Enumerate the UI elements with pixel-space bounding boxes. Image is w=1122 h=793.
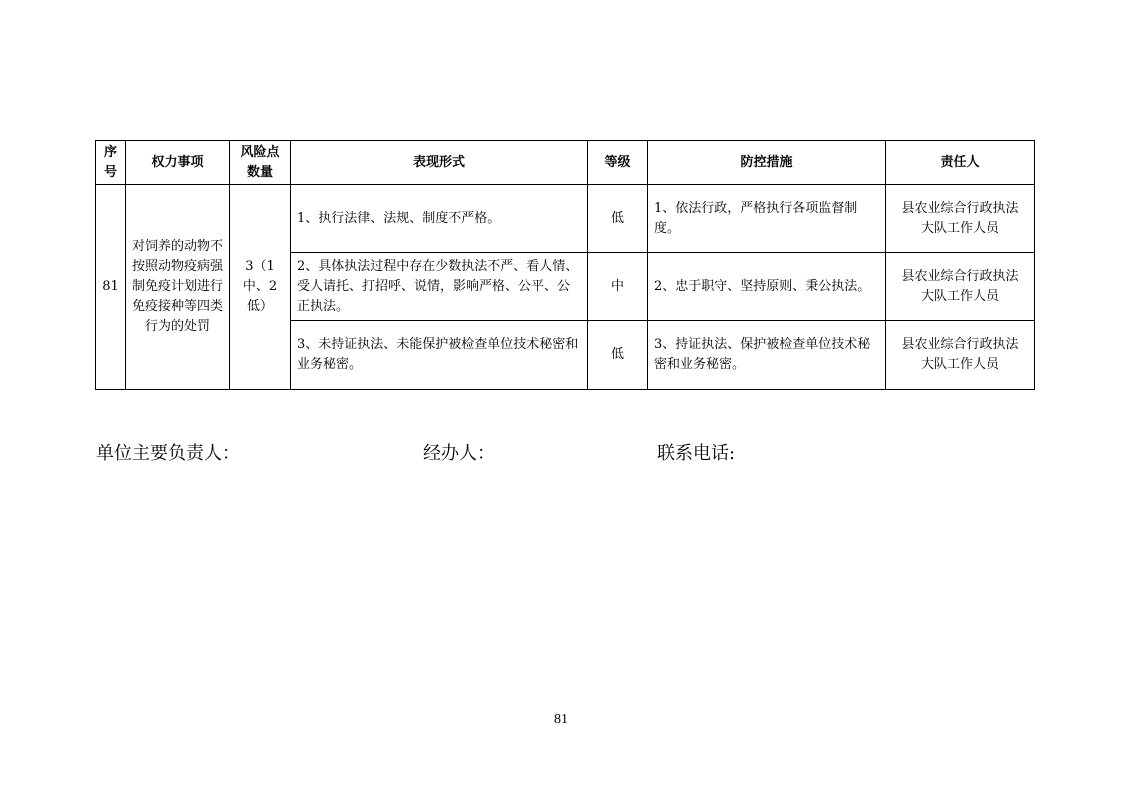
header-measures: 防控措施 xyxy=(648,141,886,185)
header-seq: 序号 xyxy=(96,141,126,185)
matter-text: 对饲养的动物不按照动物疫病强制免疫计划进行免疫接种等四类行为的处罚 xyxy=(131,239,223,334)
unit-leader-label: 单位主要负责人： xyxy=(96,443,240,464)
cell-form: 2、具体执法过程中存在少数执法不严、看人情、受人请托、打招呼、说情，影响严格、公平、公正执法。 xyxy=(291,253,588,321)
table-header-row xyxy=(96,141,1035,185)
cell-form: 1、执行法律、法规、制度不严格。 xyxy=(291,185,588,253)
phone-label: 联系电话: xyxy=(657,443,736,464)
header-responsible: 责任人 xyxy=(886,141,1035,185)
cell-seq: 81 xyxy=(96,185,126,390)
table-row xyxy=(96,185,1035,253)
cell-measure: 2、忠于职守、坚持原则、秉公执法。 xyxy=(648,253,886,321)
cell-responsible: 县农业综合行政执法大队工作人员 xyxy=(886,185,1035,253)
header-level: 等级 xyxy=(588,141,648,185)
cell-matter xyxy=(126,185,230,390)
cell-measure: 1、依法行政，严格执行各项监督制度。 xyxy=(648,185,886,253)
cell-level: 低 xyxy=(588,185,648,253)
header-risk-count: 风险点数量 xyxy=(230,141,291,185)
risk-table xyxy=(95,140,1035,390)
cell-measure: 3、持证执法、保护被检查单位技术秘密和业务秘密。 xyxy=(648,321,886,390)
cell-level: 低 xyxy=(588,321,648,390)
cell-form: 3、未持证执法、未能保护被检查单位技术秘密和业务秘密。 xyxy=(291,321,588,390)
handler-label: 经办人： xyxy=(423,443,495,464)
cell-level: 中 xyxy=(588,253,648,321)
cell-responsible: 县农业综合行政执法大队工作人员 xyxy=(886,321,1035,390)
cell-responsible: 县农业综合行政执法大队工作人员 xyxy=(886,253,1035,321)
header-matter: 权力事项 xyxy=(126,141,230,185)
page-number: 81 xyxy=(554,712,568,727)
risk-count-text: 3（1 中、2 低） xyxy=(242,259,278,314)
cell-risk-count xyxy=(230,185,291,390)
header-form: 表现形式 xyxy=(291,141,588,185)
